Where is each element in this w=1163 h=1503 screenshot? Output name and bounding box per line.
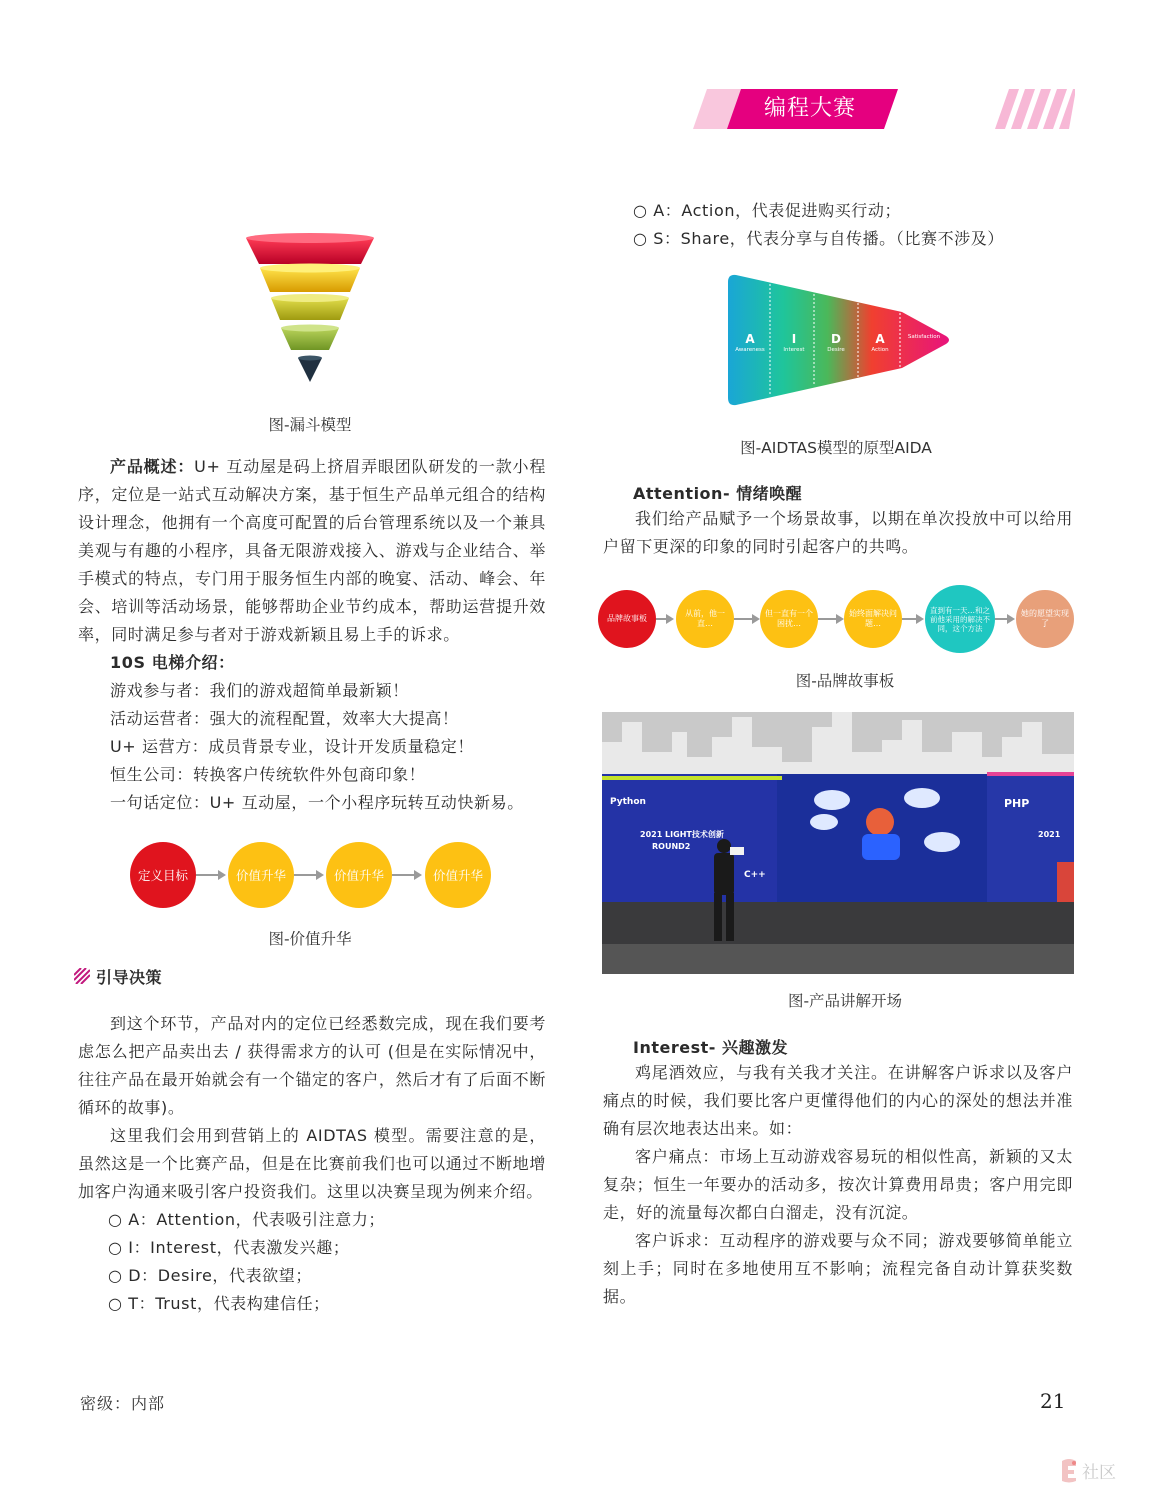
aida-word: Action (871, 347, 889, 353)
elevator-line: 活动运营者：强大的流程配置，效率大大提高！ (110, 709, 459, 728)
section-paragraph: 这里我们会用到营销上的 AIDTAS 模型。需要注意的是，虽然这是一个比赛产品，但是在比赛前我们也可以通过不断地增加客户沟通来吸引客户投资我们。这里以决赛呈现为例来介绍。 (78, 1126, 546, 1201)
photo-text-round: ROUND2 (652, 842, 691, 851)
arrow-icon (752, 614, 760, 624)
elevator-line: U+ 运营方：成员背景专业，设计开发质量稳定！ (110, 737, 475, 756)
elevator-line: 恒生公司：转换客户传统软件外包商印象！ (110, 765, 426, 784)
attention-title: Attention- 情绪唤醒 (633, 484, 803, 503)
value-caption: 图-价值升华 (268, 930, 352, 948)
photo-text-cpp: C++ (744, 870, 766, 880)
attention-paragraph (603, 505, 1073, 561)
section-title: 引导决策 (96, 968, 163, 987)
section-stripes-icon (74, 968, 90, 984)
section-paragraph: 到这个环节，产品对内的定位已经悉数完成，现在我们要考虑怎么把产品卖出去 / 获得需求方的认可 (但是在实际情况中，往往产品在最开始就会有一个锚定的客户，然后才有了后面不断循环的故事)。 (78, 1014, 546, 1117)
aida-word: Satisfaction (907, 334, 941, 340)
value-node: 价值升华 (326, 842, 392, 908)
aidtas-item: ○ A：Attention，代表吸引注意力； (108, 1210, 386, 1229)
arrow-icon (218, 870, 226, 880)
photo-text-year: 2021 (1038, 830, 1061, 839)
aida-letter: I (791, 332, 797, 346)
interest-body (603, 1059, 1073, 1311)
arrow-icon (836, 614, 844, 624)
banner-title: 编程大赛 (763, 96, 856, 121)
value-node: 定义目标 (130, 842, 196, 908)
funnel-caption: 图-漏斗模型 (268, 416, 352, 434)
aidtas-continued (603, 197, 1073, 253)
arrow-connector (294, 874, 316, 876)
arrow-icon (414, 870, 422, 880)
interest-title: Interest- 兴趣激发 (633, 1038, 788, 1057)
elevator-section (78, 649, 546, 817)
arrow-icon (916, 614, 924, 624)
arrow-connector (196, 874, 218, 876)
photo-text-python: Python (610, 797, 646, 807)
page-number: 21 (1040, 1389, 1066, 1413)
attention-text: 我们给产品赋予一个场景故事，以期在单次投放中可以给用户留下更深的印象的同时引起客户的共鸣。 (603, 509, 1073, 556)
section-body (78, 1010, 546, 1318)
story-node: 品牌故事板 (598, 590, 656, 648)
aidtas-item: ○ S：Share，代表分享与自传播。（比赛不涉及） (633, 229, 1004, 248)
aida-word: Desire (827, 347, 845, 353)
arrow-connector (818, 618, 836, 620)
story-caption: 图-品牌故事板 (795, 672, 895, 690)
aidtas-item: ○ D：Desire，代表欲望； (108, 1266, 312, 1285)
aidtas-item: ○ T：Trust，代表构建信任； (108, 1294, 330, 1313)
value-node: 价值升华 (228, 842, 294, 908)
elevator-title: 10S 电梯介绍： (110, 653, 235, 672)
aida-caption: 图-AIDTAS模型的原型AIDA (740, 439, 932, 457)
arrow-connector (902, 618, 916, 620)
presentation-photo (602, 712, 1074, 974)
overview-label: 产品概述： (110, 457, 195, 476)
interest-paragraph: 鸡尾酒效应，与我有关我才关注。在讲解客户诉求以及客户痛点的时候，我们要比客户更懂得他们的内心的深处的想法并准确有层次地表达出来。如： (603, 1063, 1073, 1138)
story-node: 她的愿望实现了 (1016, 590, 1074, 648)
photo-text-php: PHP (1004, 797, 1030, 810)
story-node: 直到有一天…和之前他采用的解决不同，这个方法 (925, 585, 995, 653)
arrow-icon (1007, 614, 1015, 624)
interest-paragraph: 客户痛点：市场上互动游戏容易玩的相似性高，新颖的又太复杂；恒生一年要办的活动多，按次计算费用昂贵；客户用完即走，好的流量每次都白白溜走，没有沉淀。 (603, 1147, 1073, 1222)
aidtas-item: ○ A：Action，代表促进购买行动； (633, 201, 902, 220)
arrow-icon (666, 614, 674, 624)
aida-letter: A (875, 332, 885, 346)
arrow-connector (734, 618, 752, 620)
security-level: 密级：内部 (80, 1394, 166, 1413)
aida-letter: A (745, 332, 755, 346)
story-node: 但一直有一个困扰… (760, 590, 818, 648)
arrow-connector (995, 618, 1007, 620)
overview-text: U+ 互动屋是码上挤眉弄眼团队研发的一款小程序，定位是一站式互动解决方案，基于恒生产品单元组合的结构设计理念，他拥有一个高度可配置的后台管理系统以及一个兼具美观与有趣的小程序，具备无限游戏接入、游戏与企业结合、举手模式的特点，专门用于服务恒生内部的晚宴、活动、峰会、年会、培训等活动场景，能够帮助企业节约成本，帮助运营提升效率，同时满足参与者对于游戏新颖且易上手的诉求。 (78, 457, 546, 644)
community-watermark: 社区 (1082, 1463, 1116, 1483)
aida-word: Interest (783, 347, 805, 353)
value-node: 价值升华 (425, 842, 491, 908)
photo-caption: 图-产品讲解开场 (787, 992, 903, 1010)
interest-paragraph: 客户诉求：互动程序的游戏要与众不同；游戏要够简单能立刻上手；同时在多地使用互不影响；流程完备自动计算获奖数据。 (603, 1231, 1073, 1306)
aida-letter: D (831, 332, 841, 346)
aida-word: Awareness (735, 347, 765, 353)
story-node: 始终面解决问题… (844, 590, 902, 648)
elevator-line: 游戏参与者：我们的游戏超简单最新颖！ (110, 681, 409, 700)
story-node: 从前，他一直… (676, 590, 734, 648)
funnel-diagram (240, 228, 380, 388)
arrow-connector (392, 874, 414, 876)
elevator-line: 一句话定位：U+ 互动屋，一个小程序玩转互动快新易。 (110, 793, 524, 812)
overview-paragraph (78, 453, 546, 649)
aidtas-item: ○ I：Interest，代表激发兴趣； (108, 1238, 350, 1257)
photo-text-title: 2021 LIGHT技术创新 (640, 830, 724, 839)
arrow-icon (316, 870, 324, 880)
community-logo-icon (1058, 1457, 1080, 1483)
